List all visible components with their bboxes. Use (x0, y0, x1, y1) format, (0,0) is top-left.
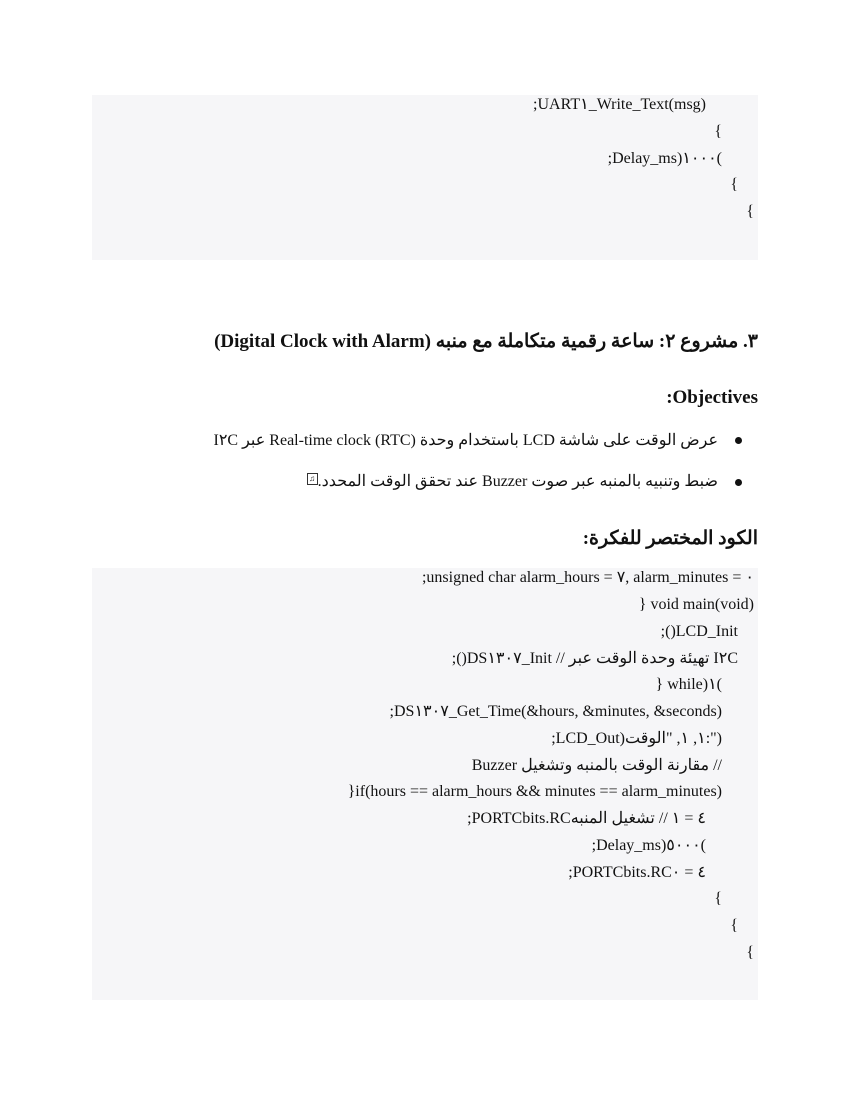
code-line: ;UART١_Write_Text(msg) (533, 96, 706, 113)
objective-text: عرض الوقت على شاشة LCD باستخدام وحدة Real-time clock (RTC) عبر I٢C (213, 432, 718, 449)
code-line: { (746, 944, 754, 961)
code-line: } void main(void) (638, 596, 754, 613)
code-line: ;()DS١٣٠٧_Init // تهيئة وحدة الوقت عبر I٢C (451, 650, 738, 667)
objective-text: ضبط وتنبيه بالمنبه عبر صوت Buzzer عند تحقق الوقت المحدد. (317, 473, 718, 490)
code-line: }if(hours == alarm_hours && minutes == alarm_minutes) (347, 783, 722, 800)
objective-item (307, 471, 718, 491)
code-line: ;LCD_Out)١, ١, "الوقت:") (551, 730, 722, 747)
code-line: { (714, 123, 722, 140)
top-code-block (92, 95, 758, 260)
code-line: ;Delay_ms)٥٠٠٠( (591, 837, 706, 854)
code-line: { (746, 203, 754, 220)
code-line: { (730, 176, 738, 193)
bullet-icon (735, 479, 742, 486)
code-line: } while)١( (655, 676, 722, 693)
objectives-heading: :Objectives (666, 387, 758, 408)
code-line: ;()LCD_Init (660, 623, 738, 640)
code-line: { (714, 890, 722, 907)
code-heading: الكود المختصر للفكرة: (582, 528, 758, 549)
code-line: // مقارنة الوقت بالمنبه وتشغيل Buzzer (471, 757, 722, 774)
section-title: ٣. مشروع ٢: ساعة رقمية متكاملة مع منبه (Digital Clock with Alarm) (214, 331, 758, 352)
main-code-block (92, 568, 758, 1000)
note-icon: ♫ (307, 473, 318, 485)
code-line: ;DS١٣٠٧_Get_Time(&hours, &minutes, &seconds) (389, 703, 722, 720)
code-line: ;PORTCbits.RC٤ = ٠ (568, 864, 706, 881)
code-line: ;Delay_ms)١٠٠٠( (607, 150, 722, 167)
code-line: { (730, 917, 738, 934)
bullet-icon (735, 437, 742, 444)
objective-item (214, 430, 719, 450)
code-line: ;PORTCbits.RC٤ = ١ // تشغيل المنبه (467, 810, 706, 827)
code-line: ;unsigned char alarm_hours = ٧, alarm_minutes = ٠ (421, 569, 754, 586)
